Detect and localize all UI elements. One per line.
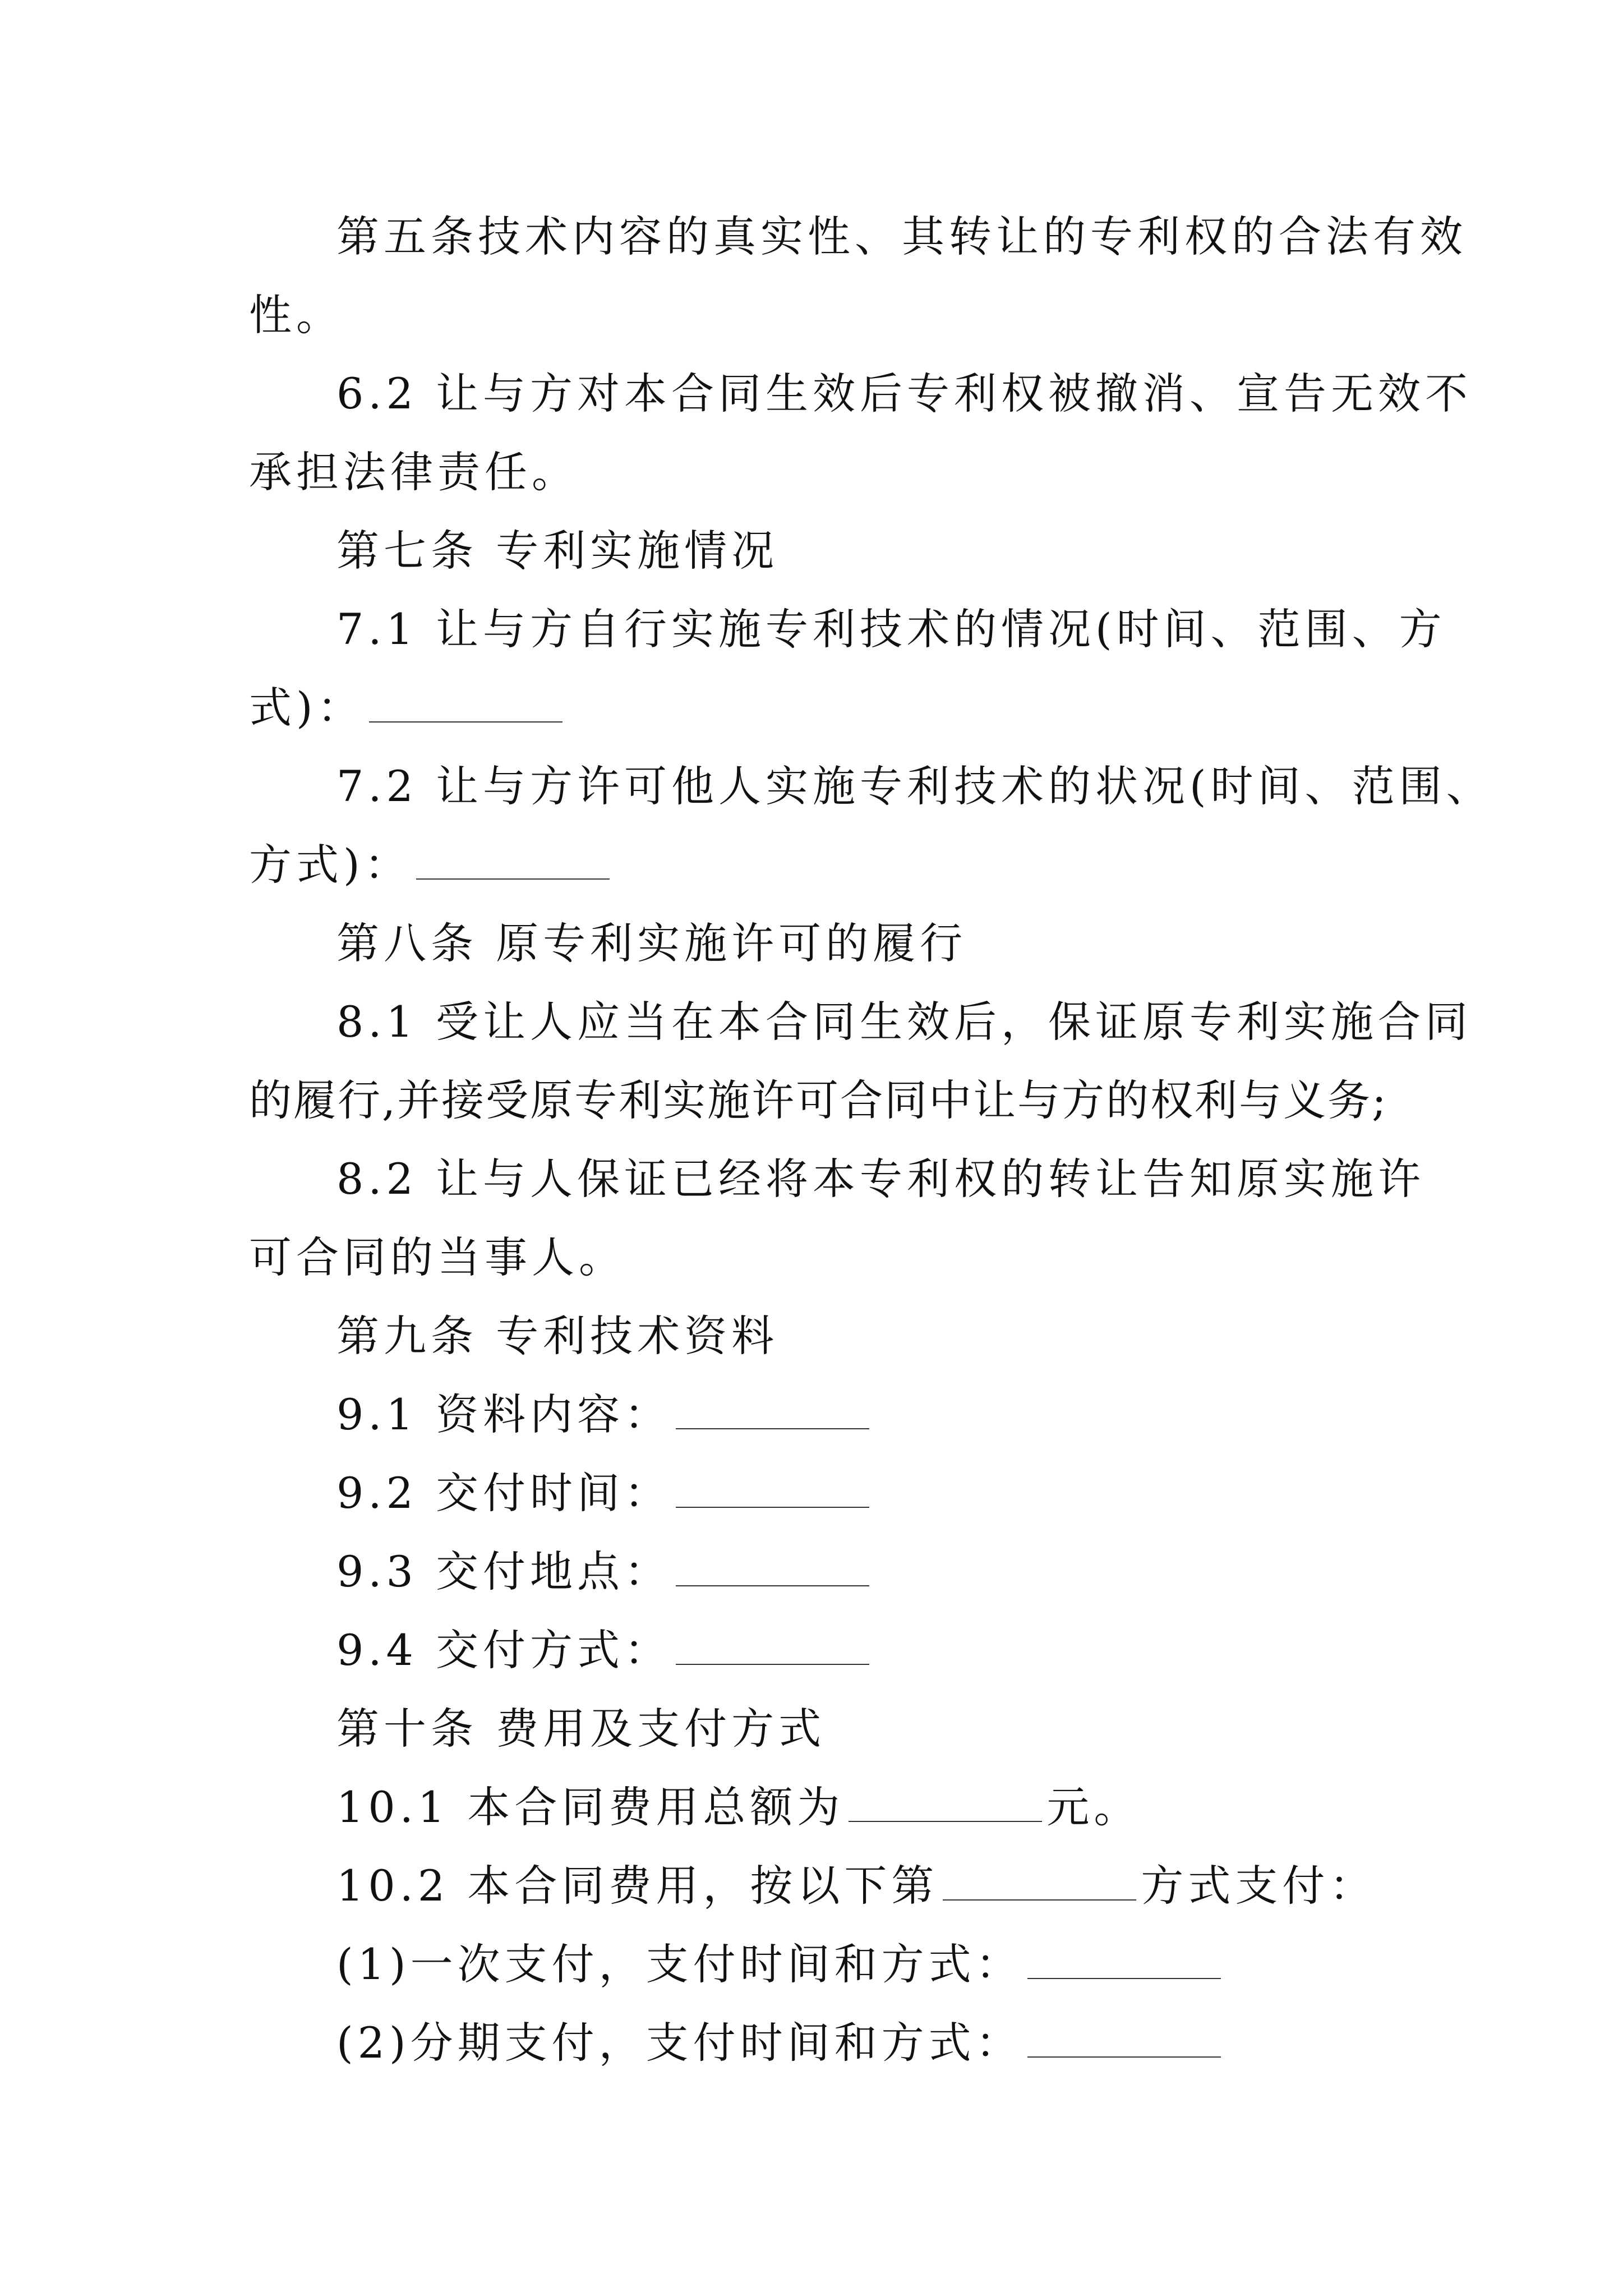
clause-9-3: 9.3 交付地点： <box>336 1544 874 1600</box>
clause-6-2-line-1: 6.2 让与方对本合同生效后专利权被撤消、宣告无效不 <box>336 369 1473 418</box>
blank-field <box>1027 2022 1221 2058</box>
clause-8-1-line-1: 8.1 受让人应当在本合同生效后，保证原专利实施合同 <box>336 997 1473 1047</box>
blank-field <box>369 687 562 723</box>
clause-10-1: 10.1 本合同费用总额为 元。 <box>336 1782 1141 1832</box>
clause-8-2-line-2: 可合同的当事人。 <box>249 1232 626 1282</box>
article-5-line-1: 第五条技术内容的真实性、其转让的专利权的合法有效 <box>336 211 1467 261</box>
article-5-line-2: 性。 <box>249 290 343 340</box>
clause-7-2-line-2: 方式)： <box>249 837 614 893</box>
blank-field <box>943 1865 1136 1901</box>
clause-8-1-line-2: 的履行,并接受原专利实施许可合同中让与方的权利与义务; <box>249 1075 1388 1125</box>
article-10-heading: 第十条 费用及支付方式 <box>336 1704 826 1754</box>
article-8-heading: 第八条 原专利实施许可的履行 <box>336 918 967 968</box>
clause-8-2-line-1: 8.2 让与人保证已经将本专利权的转让告知原实施许 <box>336 1154 1426 1204</box>
clause-7-2-line-1: 7.2 让与方许可他人实施专利技术的状况(时间、范围、 <box>336 761 1493 811</box>
clause-9-4: 9.4 交付方式： <box>336 1622 874 1678</box>
blank-field <box>416 844 610 880</box>
blank-field <box>676 1550 869 1586</box>
payment-option-2: (2)分期支付，支付时间和方式： <box>336 2015 1225 2071</box>
clause-7-1-line-1: 7.1 让与方自行实施专利技术的情况(时间、范围、方 <box>336 604 1446 654</box>
clause-6-2-line-2: 承担法律责任。 <box>249 447 579 497</box>
blank-field <box>1027 1943 1221 1979</box>
clause-9-2: 9.2 交付时间： <box>336 1465 874 1521</box>
clause-9-1: 9.1 资料内容： <box>336 1387 874 1443</box>
payment-option-1: (1)一次支付，支付时间和方式： <box>336 1936 1225 1993</box>
clause-7-1-line-2: 式)： <box>249 680 567 736</box>
blank-field <box>676 1393 869 1429</box>
blank-field <box>676 1472 869 1508</box>
blank-field <box>676 1629 869 1665</box>
clause-10-2: 10.2 本合同费用，按以下第 方式支付： <box>336 1861 1377 1911</box>
blank-field <box>849 1786 1042 1822</box>
article-7-heading: 第七条 专利实施情况 <box>336 526 779 576</box>
article-9-heading: 第九条 专利技术资料 <box>336 1311 779 1361</box>
